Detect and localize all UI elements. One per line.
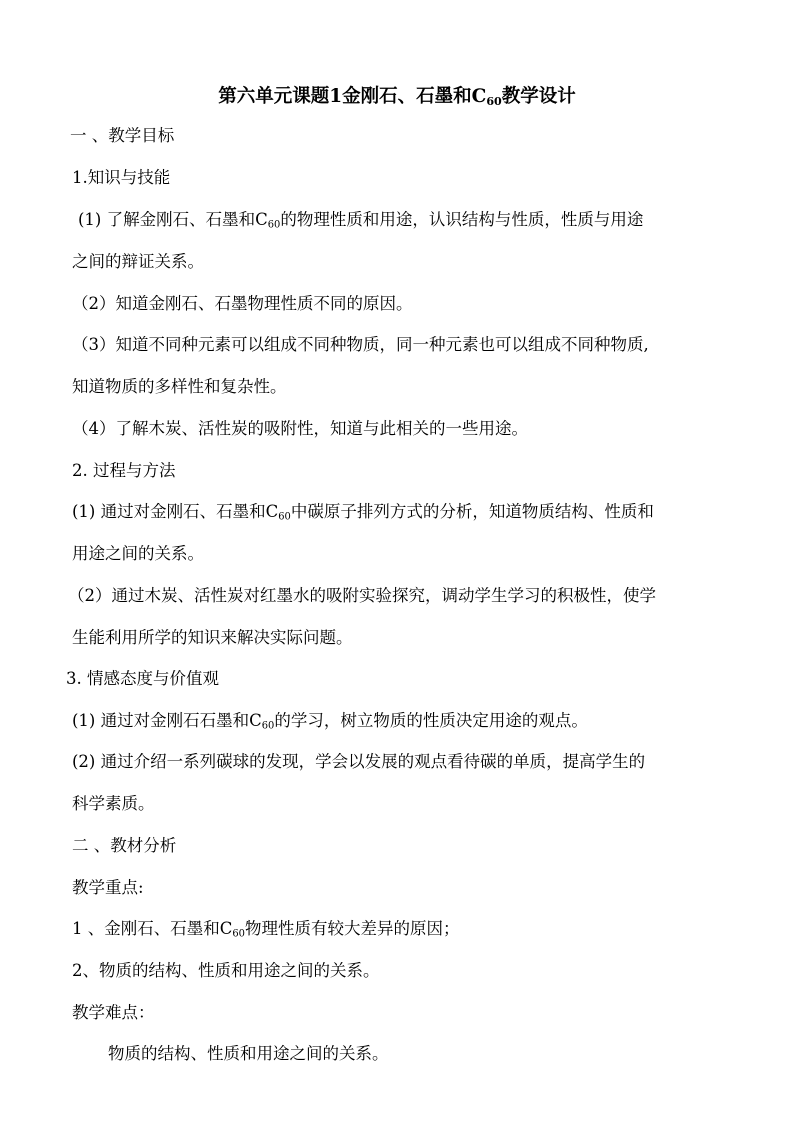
paragraph-line: (1) 通过对金刚石、石墨和$C_{60}$中碳原子排列方式的分析，知道物质结构、性质和 bbox=[72, 502, 654, 523]
paragraph-line: (1) 了解金刚石、石墨和$C_{60}$的物理性质和用途，认识结构与性质，性质与用途 bbox=[78, 210, 644, 231]
paragraph-line: （4）了解木炭、活性炭的吸附性，知道与此相关的一些用途。 bbox=[72, 419, 528, 438]
paragraph-line: （3）知道不同种元素可以组成不同种物质，同一种元素也可以组成不同种物质, bbox=[72, 335, 649, 354]
subheading-attitudes-values: 3. 情感态度与价值观 bbox=[66, 669, 219, 688]
paragraph-line: 用途之间的关系。 bbox=[72, 544, 204, 563]
section-heading-objectives: 一 、教学目标 bbox=[70, 126, 175, 145]
subheading-process-methods: 2. 过程与方法 bbox=[72, 461, 176, 480]
paragraph-line: 之间的辩证关系。 bbox=[72, 252, 204, 271]
section-heading-materials: 二 、教材分析 bbox=[72, 836, 177, 855]
paragraph-line: 1 、金刚石、石墨和$C_{60}$物理性质有较大差异的原因； bbox=[72, 919, 460, 940]
paragraph-line: 2、物质的结构、性质和用途之间的关系。 bbox=[72, 961, 380, 980]
subheading-knowledge-skills: 1.知识与技能 bbox=[72, 168, 171, 187]
label-difficult-points: 教学难点： bbox=[72, 1003, 155, 1022]
paragraph-line: 知道物质的多样性和复杂性。 bbox=[72, 377, 287, 396]
document-title: 第六单元课题1金刚石、石墨和$C_{60}$教学设计 bbox=[218, 86, 576, 108]
paragraph-line: （2）知道金刚石、石墨物理性质不同的原因。 bbox=[72, 294, 413, 313]
label-key-points: 教学重点: bbox=[72, 878, 144, 897]
paragraph-line: 科学素质。 bbox=[72, 794, 155, 813]
paragraph-line: 生能利用所学的知识来解决实际问题。 bbox=[72, 628, 353, 647]
paragraph-line: (2) 通过介绍一系列碳球的发现，学会以发展的观点看待碳的单质，提高学生的 bbox=[72, 752, 646, 771]
paragraph-line: （2）通过木炭、活性炭对红墨水的吸附实验探究，调动学生学习的积极性，使学 bbox=[68, 586, 656, 605]
paragraph-line: (1) 通过对金刚石石墨和$C_{60}$的学习，树立物质的性质决定用途的观点。 bbox=[72, 711, 588, 732]
paragraph-line: 物质的结构、性质和用途之间的关系。 bbox=[108, 1044, 389, 1063]
